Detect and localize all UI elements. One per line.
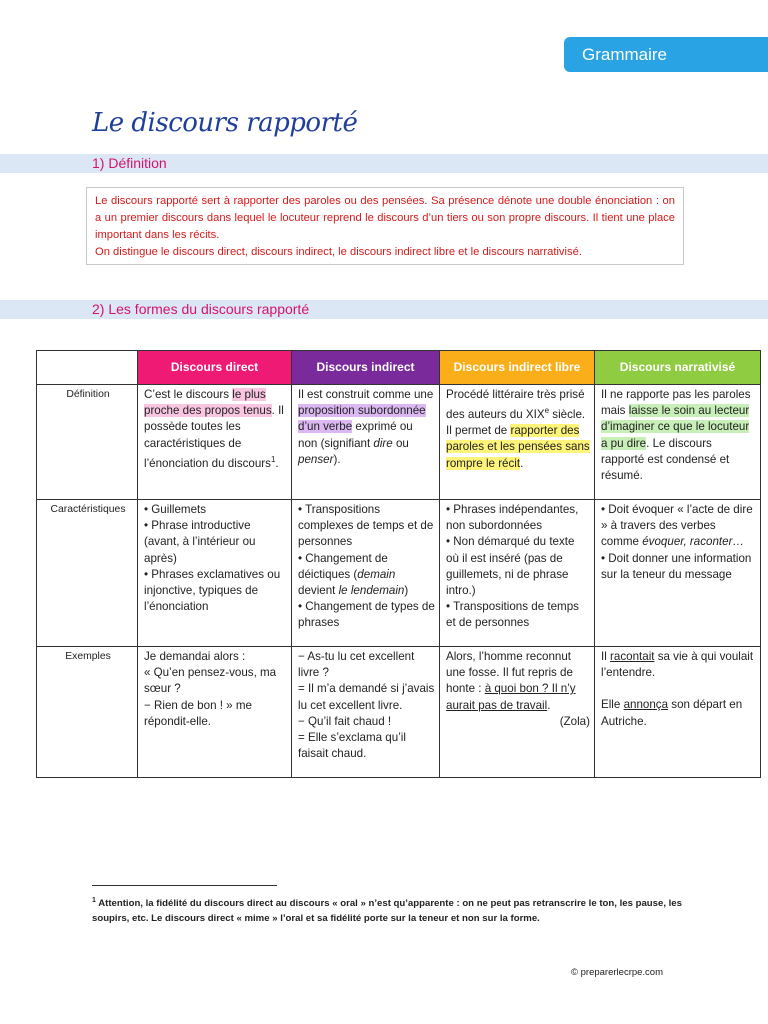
list-item <box>601 502 756 551</box>
cell-text: . <box>520 456 524 470</box>
table-row-caracteristiques <box>37 500 761 647</box>
def-highlight: locuteur reprend le discours d’un tiers <box>279 212 468 224</box>
underlined-text: annonça <box>623 698 669 712</box>
footnote-number: 1 <box>92 897 96 904</box>
cell-text: ou <box>392 436 409 450</box>
cell-def-direct <box>138 385 292 500</box>
underlined-text: racontait <box>610 650 655 663</box>
def-highlight: premier discours <box>120 212 204 224</box>
header-empty-cell <box>37 351 138 385</box>
list-item: • Doit donner une information sur la teneur du message <box>601 551 752 581</box>
list-item: • Changement de types de phrases <box>298 600 435 630</box>
cell-text: exprimé ou non (signifiant <box>298 420 413 450</box>
copyright: © preparerlecrpe.com <box>571 967 664 978</box>
cell-text: Alors, l’homme reconnut une fosse. Il fut repris de honte : <box>446 650 573 696</box>
cell-text: Elle <box>601 698 624 712</box>
list-item: • Phrases indépendantes, non subordonnées <box>446 503 579 533</box>
section-band-formes <box>0 300 768 319</box>
def-text: ou son propre discours. Il tient une place important dans les <box>95 212 675 241</box>
cell-text: son départ en Autriche. <box>601 698 743 728</box>
row-label-definition: Définition <box>37 385 138 500</box>
cell-car-direct <box>138 500 292 647</box>
spacer <box>601 681 756 697</box>
list-item <box>298 551 435 600</box>
cell-text: ) <box>404 584 409 598</box>
footnote <box>92 893 682 926</box>
list-item: • Non démarqué du texte où il est inséré (pas de guillemets, ni de phrase intro.) <box>446 535 575 598</box>
def-highlight: indirect <box>295 246 332 258</box>
category-tag: Grammaire <box>564 37 768 72</box>
cell-text: ). <box>333 452 341 466</box>
cell-italic: dire <box>373 436 393 450</box>
example-line: − As-tu lu cet excellent livre ? <box>298 650 415 680</box>
cell-text: devient <box>298 584 339 598</box>
example-line: − Rien de bon ! » me répondit-elle. <box>144 698 252 728</box>
cell-text: Il est construit comme une <box>298 388 434 401</box>
row-label-caracteristiques: Caractéristiques <box>37 500 138 647</box>
example-line: Je demandai alors : <box>144 650 246 663</box>
list-item: • Phrases exclamatives ou injonctive, typiques de l’énonciation <box>144 567 281 614</box>
cell-car-narrativise <box>595 500 761 647</box>
def-text: dans lequel le <box>203 212 280 224</box>
highlight-pink: le plus proche des propos tenus <box>144 388 272 418</box>
example-line <box>601 649 756 681</box>
list-item: • Guillemets <box>144 503 207 516</box>
cell-text: . <box>275 456 279 470</box>
def-highlight: rapporter des paroles ou des pensées <box>233 195 425 207</box>
cell-def-indirect <box>292 385 440 500</box>
footnote-ref: 1 <box>270 454 276 464</box>
header-indirect: Discours indirect <box>292 351 440 385</box>
header-indirect-libre: Discours indirect libre <box>440 351 595 385</box>
def-text: : on a un <box>95 195 675 224</box>
example-line <box>446 649 590 714</box>
cell-car-libre <box>440 500 595 647</box>
section-title-formes: 2) Les formes du discours rapporté <box>92 301 310 317</box>
cell-text: Il <box>601 650 611 663</box>
definition-box <box>86 187 684 265</box>
header-direct: Discours direct <box>138 351 292 385</box>
cell-ex-direct <box>138 647 292 778</box>
list-item: • Phrase introductive (avant, à l’intérieur ou après) <box>144 519 256 565</box>
def-highlight: narrativisé <box>527 246 579 258</box>
cell-italic: demain <box>357 567 396 581</box>
cell-text: • Changement de déictiques ( <box>298 551 388 581</box>
def-highlight: double énonciation <box>557 195 653 207</box>
cell-text: Il ne rapporte pas les paroles mais <box>601 388 751 418</box>
header-narrativise: Discours narrativisé <box>595 351 761 385</box>
table-row-exemples <box>37 647 761 778</box>
cell-text: . Le discours rapporté est condensé et résumé. <box>601 436 730 483</box>
cell-text: siècle. Il permet de <box>446 408 586 438</box>
table-header-row <box>37 351 761 385</box>
forms-table <box>36 350 761 778</box>
highlight-yellow: rapporter des paroles et les pensées sans rompre le récit <box>446 424 590 470</box>
cell-italic: le lendemain <box>338 584 405 598</box>
row-label-exemples: Exemples <box>37 647 138 778</box>
def-text: , discours <box>244 246 296 258</box>
section-title-definition: 1) Définition <box>92 155 167 171</box>
def-text: . <box>578 246 582 258</box>
cell-def-libre <box>440 385 595 500</box>
footnote-divider <box>92 885 277 886</box>
def-text: . <box>216 229 220 241</box>
underlined-text: à quoi bon ? Il n’y aurait pas de travail <box>446 682 576 712</box>
def-text: On distingue le discours <box>95 246 218 258</box>
def-highlight: récits <box>189 229 217 241</box>
example-line: − Qu’il fait chaud ! <box>298 714 392 728</box>
def-text: et le discours <box>455 246 528 258</box>
def-text: . Sa présence dénote une <box>424 195 558 207</box>
cell-ex-narrativise <box>595 647 761 778</box>
cell-ex-indirect <box>292 647 440 778</box>
cell-text: C’est le discours <box>144 388 233 401</box>
example-line: « Qu’en pensez-vous, ma sœur ? <box>144 666 277 696</box>
cell-text: . <box>547 698 551 712</box>
highlight-purple: proposition subordonnée d’un verbe <box>298 404 426 434</box>
highlight-green: laisse le soin au lecteur d’imaginer ce que le locuteur a pu dire <box>601 404 750 450</box>
example-source: (Zola) <box>559 714 590 728</box>
cell-text: . Il possède toutes les caractéristiques de l’énonciation du discours <box>144 404 284 470</box>
cell-text: • Doit évoquer « l’acte de dire » à travers des verbes comme <box>601 503 753 549</box>
def-highlight: indirect libre <box>394 246 456 258</box>
def-highlight: direct <box>217 246 245 258</box>
example-line <box>601 697 756 729</box>
cell-italic: évoquer, raconter… <box>642 535 745 549</box>
table-row-definition <box>37 385 761 500</box>
superscript: e <box>544 406 550 416</box>
page-title: Le discours rapporté <box>92 108 358 138</box>
example-line: = Il m’a demandé si j’avais lu cet excellent livre. <box>298 682 435 712</box>
list-item: • Transpositions de temps et de personnes <box>446 600 579 630</box>
list-item: • Transpositions complexes de temps et de personnes <box>298 503 434 549</box>
cell-italic: penser <box>298 452 334 466</box>
footnote-text: Attention, la fidélité du discours direct au discours « oral » n’est qu’apparente : on ne peut pas retranscrire le ton, les pause, les soupirs, etc. Le discours direct « mime » l’oral et sa fidélité porte sur la teneur et non sur la forme. <box>92 898 682 925</box>
example-line: = Elle s’exclama qu’il faisait chaud. <box>298 731 406 761</box>
cell-ex-libre <box>440 647 595 778</box>
def-text: Le discours rapporté sert à <box>95 195 234 207</box>
cell-car-indirect <box>292 500 440 647</box>
cell-text: sa vie à qui voulait l’entendre. <box>601 650 754 680</box>
cell-text: Procédé littéraire très prisé des auteurs du XIX <box>446 388 585 422</box>
section-band-definition <box>0 154 768 173</box>
cell-def-narrativise <box>595 385 761 500</box>
def-text: , le discours <box>331 246 395 258</box>
